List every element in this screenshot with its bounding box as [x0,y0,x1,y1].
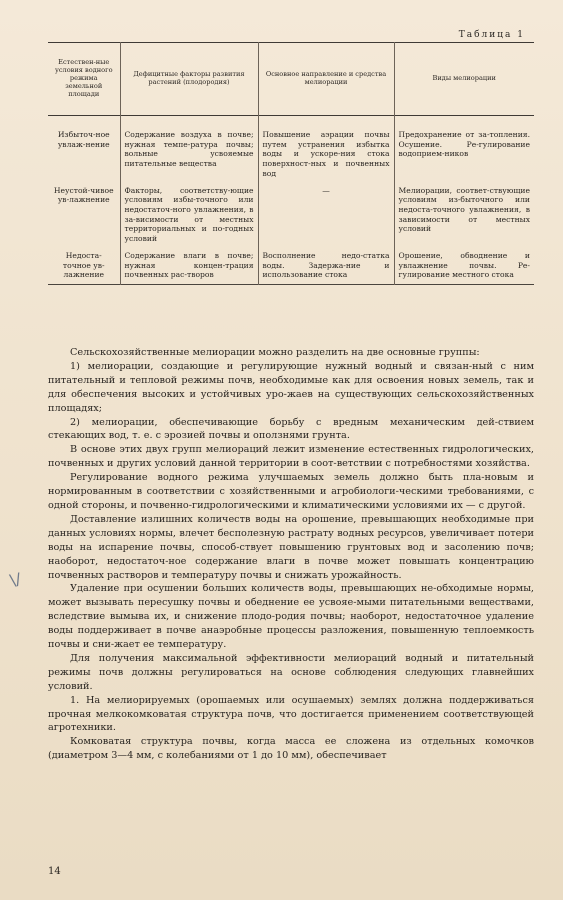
paragraph: Для получения максимальной эффективности мелиораций водный и питательный режимы почв должны регулироваться на основе соблюдения следующих главнейших условий. [48,652,534,692]
table-row [48,116,534,183]
row-types: Предохранение от за-топления. Осушение. Ре-гулирование водоприем-ников [394,116,534,183]
paragraph: Сельскохозяйственные мелиорации можно разделить на две основные группы: [70,347,480,358]
page-number: 14 [48,866,61,877]
table-row [48,248,534,285]
column-header-direction: Основное направление и средства мелиорации [258,43,394,116]
column-header-deficit-factors: Дефицитные факторы развития растений (плодородия) [120,43,258,116]
paragraph: 1. На мелиорируемых (орошаемых или осушаемых) землях должна поддерживаться прочная мелкокомковатая структура почв, что достигается применением соответствующей агротехники. [48,694,534,734]
column-header-types: Виды мелиорации [394,43,534,116]
row-direction: — [258,183,394,248]
handwritten-margin-mark: \/ [8,569,23,590]
row-condition: Недоста-точное ув-лажнение [62,250,105,280]
table-caption: Таблица 1 [458,30,525,40]
row-deficit-factors: Факторы, соответству-ющие условиям избы-точного или недостаточ-ного увлажнения, в за-висимости от местных территориальных и по-годных условий [120,183,258,248]
paragraph: Удаление при осушении больших количеств воды, превышающих не-обходимые нормы, может вызывать пересушку почвы и обеднение ее усвояе-мыми питательными веществами, вследствие вымыва их, и снижение плодо-родия почвы; наоборот, недостаточное удаление воды поддерживает в почве анаэробные процессы разложения, повышенную теплоемкость почвы и сни-жает ее температуру. [48,583,534,651]
row-condition: Неустой-чивое ув-лажнение [53,185,114,205]
paragraph: Регулирование водного режима улучшаемых земель должно быть пла-новым и нормированным в соответствии с хозяйственными и агробиологи-ческими требованиями, с одной стороны, и почвенно-гидрологическими и климатическими условиями их — с другой. [48,472,534,511]
table-header-row [48,43,534,116]
row-types: Мелиорации, соответ-ствующие условиям из-быточного или недоста-точного увлажнения, в зависимости от местных условий [394,183,534,248]
row-direction: Восполнение недо-статка воды. Задержа-ние и использование стока [258,248,394,285]
paragraph: Комковатая структура почвы, когда масса ее сложена из отдельных комочков (диаметром 3—4 мм, с колебаниями от 1 до 10 мм), обеспечивает [48,736,534,762]
row-deficit-factors: Содержание влаги в почве; нужная концен-трация почвенных рас-творов [120,248,258,285]
paragraph: Доставление излишних количеств воды на орошение, превышающих необходимые при данных условиях нормы, влечет бесполезную растрату водных ресурсов, увеличивает потери воды на испарение почвы, способ-ствует повышению грунтовых вод и засолению почв; наоборот, недостаточ-ное содержание влаги в почве может повышать концентрацию почвенных растворов и температуру почвы и снижать урожайность. [48,513,534,581]
row-direction: Повышение аэрации почвы путем устранения избытка воды и ускоре-ния стока поверхност-ных и почвенных вод [258,116,394,183]
paragraph: 1) мелиорации, создающие и регулирующие нужный водный и связан-ный с ним питательный и тепловой режимы почв, необходимые как для освоения новых земель, так и для обеспечения высоких и устойчивых уро-жаев на существующих сельскохозяйственных площадях; [48,360,534,414]
table-row [48,183,534,248]
row-condition: Избыточ-ное увлаж-нение [57,130,110,149]
paragraph: 2) мелиорации, обеспечивающие борьбу с вредным механическим дей-ствием стекающих вод, т. е. с эрозией почвы и оползнями грунта. [48,416,534,442]
row-types: Орошение, обводнение и увлажнение почвы. Ре-гулирование местного стока [394,248,534,285]
column-header-conditions: Естествен-ные условия водного режима земельной площади [54,58,113,98]
melioration-table [48,42,534,285]
paragraph: В основе этих двух групп мелиораций лежит изменение естественных гидрологических, почвенных и других условий данной территории в соот-ветствии с потребностями хозяйства. [48,444,534,470]
row-deficit-factors: Содержание воздуха в почве; нужная темпе-ратура почвы; вольные усвояемые питательные вещества [120,116,258,183]
body-text [48,346,534,763]
